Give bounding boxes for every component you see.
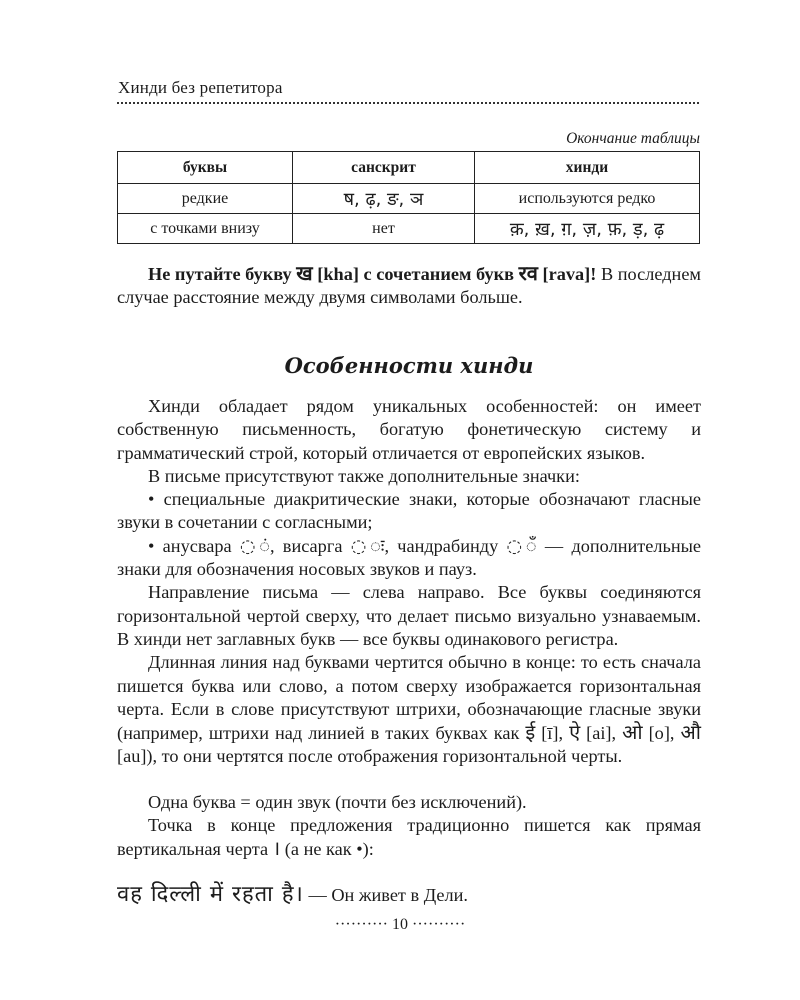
table-header-cell: буквы	[118, 152, 293, 184]
paragraph-text: (а не как •):	[280, 839, 374, 860]
body-text	[117, 395, 701, 862]
paragraph	[117, 814, 701, 862]
table-cell: с точками внизу	[118, 214, 293, 244]
note-bold: [rava]!	[537, 264, 597, 284]
table-cell: क़, ख़, ग़, ज़, फ़, ड़, ढ़	[475, 214, 700, 244]
note-bold: [kha] с сочетанием букв	[312, 264, 519, 284]
bullet-text: , висарга	[269, 535, 351, 556]
letters-table	[117, 151, 700, 244]
paragraph-text: [ai],	[580, 723, 623, 744]
note-paragraph	[117, 262, 701, 310]
paragraph-text: Длинная линия над буквами чертится обычно в конце: то есть сначала пишется буква или слово, а потом сверху изображается горизонтальная черта. Если в слове присутствуют штрихи, обозначающие гласные звуки (например, штрихи над линией в таких буквах как	[117, 652, 701, 744]
table-cell: нет	[293, 214, 475, 244]
paragraph: Одна буква = один звук (почти без исключений).	[148, 791, 527, 812]
bullet-item	[117, 535, 701, 582]
bullet-text: , чандрабинду	[384, 535, 507, 556]
table-cell: редкие	[118, 184, 293, 214]
paragraph: Направление письма — слева направо. Все буквы соединяются горизонтальной чертой сверху, что делает письмо визуально узнаваемым. В хинди нет заглавных букв — все буквы одинакового регистра.	[117, 582, 701, 649]
table-cell: используются редко	[475, 184, 700, 214]
danda-mark: ।	[272, 836, 281, 861]
note-bold: Не путайте букву	[148, 264, 297, 284]
paragraph-text: [ī],	[535, 723, 570, 744]
paragraph-text: Точка в конце предложения традиционно пишется как прямая вертикальная черта	[117, 815, 701, 860]
devanagari-rava: रव	[518, 261, 538, 285]
note-text: В последнем случае расстояние между двумя символами больше.	[117, 264, 701, 308]
devanagari-o: ओ	[622, 720, 643, 745]
hindi-example	[117, 878, 701, 908]
paragraph-text: [au]), то они чертятся после отображения горизонтальной черты.	[117, 746, 623, 767]
table-row	[118, 184, 700, 214]
table-header-row	[118, 152, 700, 184]
bullet-text: — дополнительные знаки для обозначения носовых звуков и пауз.	[117, 535, 702, 580]
devanagari-kha: ख	[296, 261, 313, 285]
page-number: ·········· 10 ··········	[334, 916, 466, 933]
table-header-cell: хинди	[475, 152, 700, 184]
table-cell: ष, ढ़, ङ, ञ	[293, 184, 475, 214]
paragraph: Хинди обладает рядом уникальных особенностей: он имеет собственную письменность, богатую фонетическую систему и грамматический строй, который отличается от европейских языков.	[117, 396, 701, 463]
hindi-sentence: वह दिल्ली में रहता है।	[117, 882, 304, 907]
table-header-cell: санскрит	[293, 152, 475, 184]
visarga-mark: ◌ः	[350, 535, 385, 557]
header-dotted-rule	[117, 102, 699, 104]
bullet-text: • анусвара	[148, 535, 240, 556]
table-row	[118, 214, 700, 244]
running-head: Хинди без репетитора	[118, 78, 283, 97]
note-block	[117, 262, 701, 310]
example-translation: — Он живет в Дели.	[303, 885, 468, 905]
bullet-item: • специальные диакритические знаки, которые обозначают гласные звуки в сочетании с согласными;	[117, 489, 701, 533]
devanagari-au: औ	[680, 720, 701, 745]
section-title: Особенности хинди	[284, 353, 534, 378]
anusvara-mark: ◌ं	[239, 535, 270, 557]
paragraph: В письме присутствуют также дополнительные значки:	[148, 465, 580, 486]
paragraph-text: [o],	[642, 723, 681, 744]
chandrabindu-mark: ◌ँ	[506, 535, 537, 557]
devanagari-ai: ऐ	[569, 720, 581, 745]
paragraph	[117, 651, 701, 768]
table-caption: Окончание таблицы	[566, 130, 700, 147]
devanagari-ii: ई	[525, 720, 536, 745]
